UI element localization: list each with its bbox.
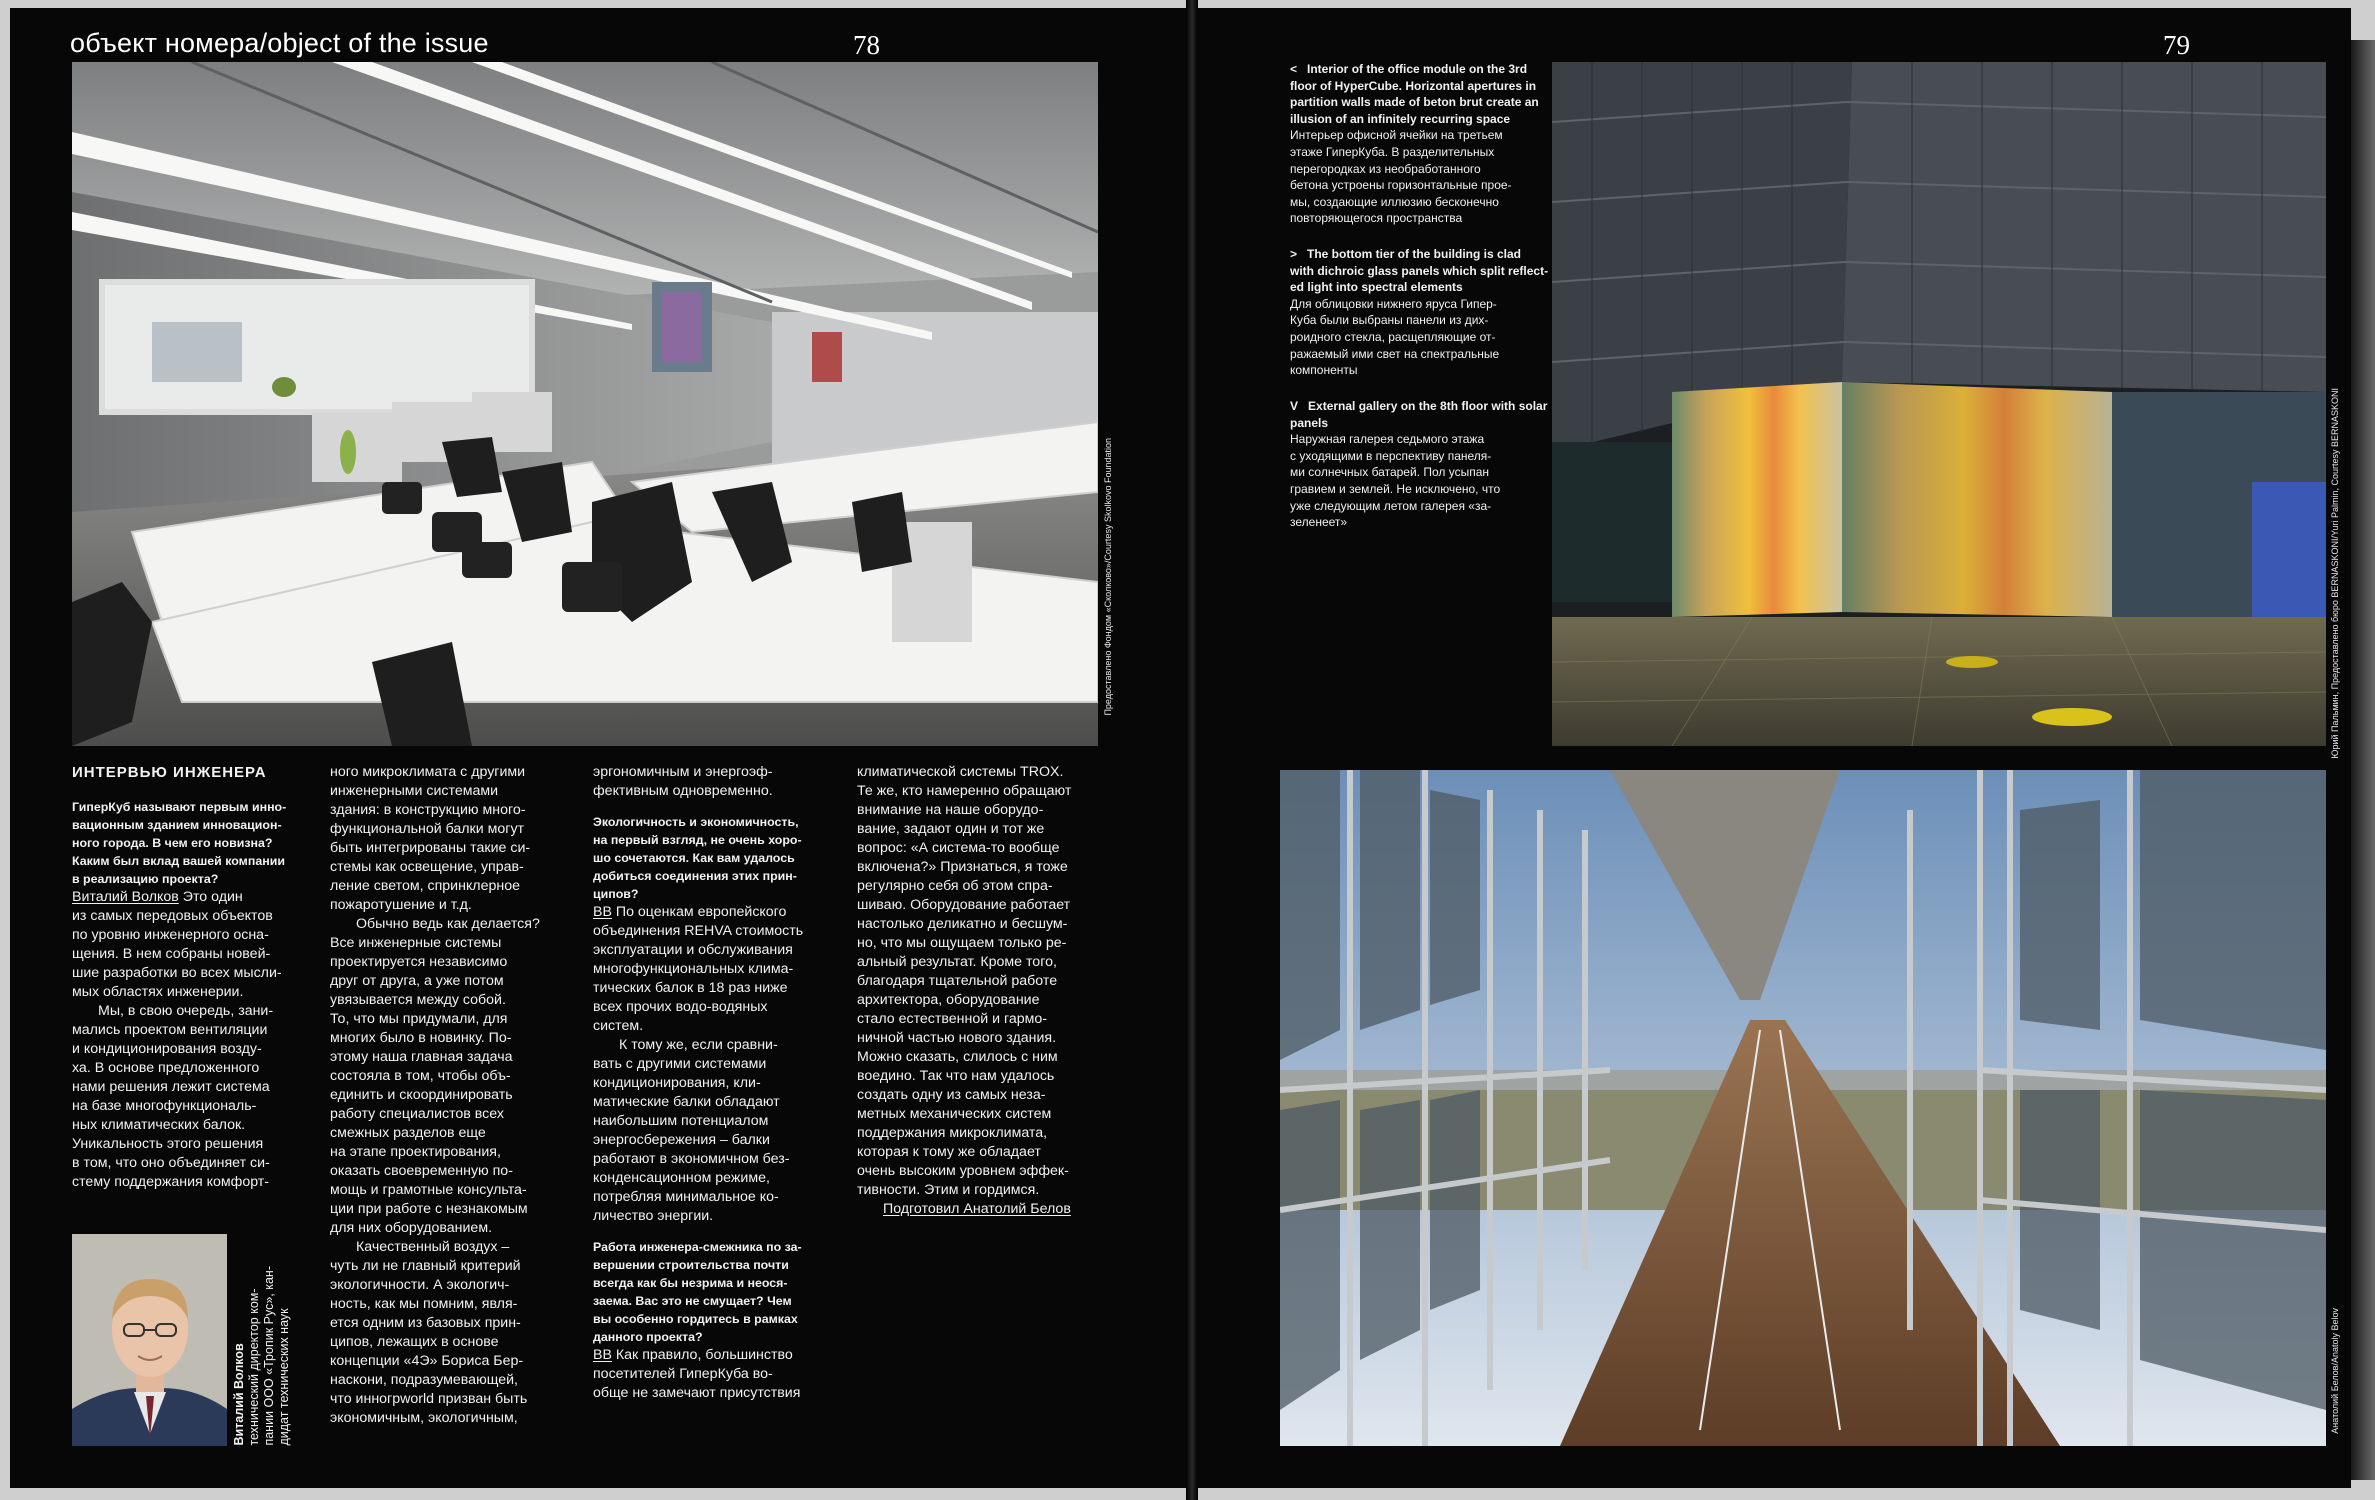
interview-column-2 <box>330 763 570 1428</box>
left-page <box>10 8 1188 1488</box>
question-line: всегда как бы незрима и неося- <box>593 1276 788 1290</box>
answer-line: То, что мы придумали, для <box>330 1011 508 1027</box>
answer-line: воедино. Так что нам удалось <box>857 1068 1055 1084</box>
answer-line: потребляя минимальное ко- <box>593 1189 779 1205</box>
answer-line: эргономичным и энергоэф- <box>593 764 773 780</box>
portrait-role-line: технический директор ком- <box>247 1288 261 1446</box>
question-line: вершении строительства почти <box>593 1258 789 1272</box>
caption-line: уже следующим летом галерея «за- <box>1290 498 1492 513</box>
answer-line: включена?» Признаться, я тоже <box>857 859 1068 875</box>
answer-line: посетителей ГиперКуба во- <box>593 1366 773 1382</box>
answer-line: чуть ли не главный критерий <box>330 1258 521 1274</box>
answer-line: систем. <box>593 1018 644 1034</box>
office-photo-credit: Предоставлено Фондом «Сколково»/Courtesy Skolkovo Foundation <box>1103 438 1113 716</box>
answer-line: очень высоким уровнем эффек- <box>857 1163 1069 1179</box>
answer-line: ных климатических балок. <box>72 1117 246 1133</box>
answer-line: стемы как освещение, управ- <box>330 859 524 875</box>
interview-column-4 <box>857 763 1107 1219</box>
caption-line: floor of HyperCube. Horizontal apertures in <box>1290 78 1537 93</box>
caption-2 <box>1290 246 1550 379</box>
question-line: Каким был вклад вашей компании <box>72 854 285 868</box>
answer-line: многих было в новинку. По- <box>330 1030 512 1046</box>
answer-line: ется одним из базовых прин- <box>330 1315 521 1331</box>
caption-arrow-down-icon: V <box>1290 399 1299 413</box>
caption-2-russian <box>1290 296 1550 379</box>
answer-line: ха. В основе предложенного <box>72 1060 260 1076</box>
answer-line: на базе многофункциональ- <box>72 1098 257 1114</box>
answer-line: на этапе проектирования, <box>330 1144 501 1160</box>
gallery-illustration <box>1280 770 2326 1446</box>
question-line: вационным зданием инновацион- <box>72 818 282 832</box>
question-line: в реализацию проекта? <box>72 872 219 886</box>
page-edge <box>2351 40 2375 1480</box>
question-line: вы особенно гордитесь в рамках <box>593 1312 798 1326</box>
answer-line: пожаротушение и т.д. <box>330 897 472 913</box>
answer-line: мались проектом вентиляции <box>72 1022 268 1038</box>
section-header: объект номера/object of the issue <box>70 28 489 58</box>
answer-line: экономичным, экологичным, <box>330 1410 518 1426</box>
answer-line: щения. В нем собраны новей- <box>72 946 271 962</box>
answer-line: архитектора, оборудование <box>857 992 1040 1008</box>
caption-line: illusion of an infinitely recurring space <box>1290 111 1511 126</box>
answer-line: из самых передовых объектов <box>72 908 273 924</box>
page-number-right: 79 <box>2163 30 2190 60</box>
answer-line: регулярно себя об этом спра- <box>857 878 1053 894</box>
answer-line: настолько деликатно и бесшум- <box>857 916 1068 932</box>
question-line: на первый взгляд, не очень хоро- <box>593 833 802 847</box>
caption-line: Для облицовки нижнего яруса Гипер- <box>1290 296 1497 311</box>
portrait-illustration <box>72 1234 227 1446</box>
caption-line: этаже ГиперКуба. В разделительных <box>1290 144 1495 159</box>
answer-text: По оценкам европейского <box>615 904 787 920</box>
caption-1-english <box>1290 61 1550 127</box>
answer-line: Можно сказать, слилось с ним <box>857 1049 1058 1065</box>
byline <box>857 1200 1107 1219</box>
answer-line: ного микроклимата с другими <box>330 764 526 780</box>
speaker-initials: ВВ <box>593 904 612 920</box>
answer-line: обще не замечают присутствия <box>593 1385 801 1401</box>
spacer <box>593 801 843 813</box>
caption-line: panels <box>1290 415 1329 430</box>
answer-line: конденсационном режиме, <box>593 1170 770 1186</box>
answer-line: ции при работе с незнакомым <box>330 1201 528 1217</box>
answer-line: метных механических систем <box>857 1106 1052 1122</box>
answer-line: Уникальность этого решения <box>72 1136 264 1152</box>
caption-line: перегородках из необработанного <box>1290 161 1481 176</box>
answer-line: функциональной балки могут <box>330 821 525 837</box>
question-line: ного города. В чем его новизна? <box>72 836 273 850</box>
caption-line: Интерьер офисной ячейки на третьем <box>1290 128 1503 143</box>
answer-line: работают в экономичном без- <box>593 1151 790 1167</box>
answer-line: шиваю. Оборудование работает <box>857 897 1071 913</box>
answer-line: К тому же, если сравни- <box>619 1037 778 1053</box>
answer-line: тических балок в 18 раз ниже <box>593 980 788 996</box>
answer-line: для них оборудованием. <box>330 1220 493 1236</box>
question-line: ГиперКуб называют первым инно- <box>72 800 287 814</box>
office-interior-illustration <box>72 62 1098 746</box>
answer-line: но, что мы ощущаем только ре- <box>857 935 1067 951</box>
caption-1 <box>1290 61 1550 227</box>
portrait-name: Виталий Волков <box>232 1343 246 1446</box>
portrait-caption-text <box>232 1266 292 1446</box>
answer-line: создать одну из самых неза- <box>857 1087 1046 1103</box>
right-page <box>1196 8 2351 1488</box>
answer-line: ничной частью нового здания. <box>857 1030 1057 1046</box>
answer-line: смежных разделов еще <box>330 1125 486 1141</box>
portrait-photo <box>72 1234 227 1446</box>
answer-line: здания: в конструкцию много- <box>330 802 526 818</box>
answer-line: быть интегрированы такие си- <box>330 840 531 856</box>
answer-line: кондиционирования, кли- <box>593 1075 761 1091</box>
caption-line: with dichroic glass panels which split reflect- <box>1290 263 1549 278</box>
facade-photo-credit: Юрий Пальмин, Предоставлено бюро BERNASKONI/Yuri Palmin, Courtesy BERNASKONI <box>2330 388 2340 759</box>
spacer <box>593 1226 843 1238</box>
answer-line: по уровню инженерного осна- <box>72 927 269 943</box>
answer-line: матические балки обладают <box>593 1094 780 1110</box>
answer-line: нами решения лежит система <box>72 1079 270 1095</box>
answer-text: Как правило, большинство <box>615 1347 793 1363</box>
answer-line: увязывается между собой. <box>330 992 506 1008</box>
caption-line: partition walls made of beton brut create an <box>1290 95 1539 110</box>
question-line: Экологичность и экономичность, <box>593 815 799 829</box>
answer-line: мых областях инженерии. <box>72 984 244 1000</box>
answer-line: мощь и грамотные консульта- <box>330 1182 527 1198</box>
answer-line: оказать своевременную по- <box>330 1163 513 1179</box>
answer-text: Это один <box>182 889 243 905</box>
answer-line <box>593 1346 843 1365</box>
caption-line: зеленеет» <box>1290 515 1348 530</box>
caption-arrow-right-icon: > <box>1290 247 1298 261</box>
caption-line: роидного стекла, расщепляющие от- <box>1290 329 1496 344</box>
answer-line: ность, как мы помним, явля- <box>330 1296 518 1312</box>
caption-arrow-left-icon: < <box>1290 62 1298 76</box>
answer-line: благодаря тщательной работе <box>857 973 1058 989</box>
answer-line: в том, что оно объединяет си- <box>72 1155 270 1171</box>
answer-line <box>72 888 307 907</box>
answer-line: вать с другими системами <box>593 1056 767 1072</box>
answer-line: работу специалистов всех <box>330 1106 504 1122</box>
answer-line: Качественный воздух – <box>356 1239 510 1255</box>
question-line: ципов? <box>593 887 639 901</box>
answer-line: фективным одновременно. <box>593 783 773 799</box>
answer-line: поддержания микроклимата, <box>857 1125 1048 1141</box>
answer-line: проектируется независимо <box>330 954 508 970</box>
answer-line: единить и скоординировать <box>330 1087 513 1103</box>
answer-line: Мы, в свою очередь, зани- <box>98 1003 274 1019</box>
caption-line: ражаемый ими свет на спектральные <box>1290 346 1500 361</box>
answer-line: тивности. Этим и гордимся. <box>857 1182 1040 1198</box>
caption-2-english <box>1290 246 1550 296</box>
answer-line: объединения REHVA стоимость <box>593 923 804 939</box>
caption-3-russian <box>1290 431 1550 531</box>
answer-line: эксплуатации и обслуживания <box>593 942 793 958</box>
answer-line: состояла в том, чтобы объ- <box>330 1068 511 1084</box>
answer-line: стему поддержания комфорт- <box>72 1174 270 1190</box>
facade-photo <box>1552 62 2326 746</box>
answer-line: климатической системы TROX. <box>857 764 1064 780</box>
portrait-caption <box>232 1234 302 1446</box>
answer-line: вание, задают один и тот же <box>857 821 1045 837</box>
gallery-photo <box>1280 770 2326 1446</box>
answer-line: концепции «4Э» Бориса Бер- <box>330 1353 524 1369</box>
caption-line: Наружная галерея седьмого этажа <box>1290 432 1485 447</box>
caption-3-english <box>1290 398 1550 431</box>
answer-line: ление светом, спринклерное <box>330 878 520 894</box>
speaker-initials: ВВ <box>593 1347 612 1363</box>
caption-line: компоненты <box>1290 363 1358 378</box>
answer-line: энергосбережения – балки <box>593 1132 770 1148</box>
answer-line: многофункциональных клима- <box>593 961 794 977</box>
caption-line: бетона устроены горизонтальные прое- <box>1290 178 1512 193</box>
portrait-role-line: дидат технических наук <box>277 1308 291 1446</box>
caption-line: The bottom tier of the building is clad <box>1307 247 1522 261</box>
answer-line: вопрос: «А система-то вообще <box>857 840 1060 856</box>
answer-line: которая к тому же обладает <box>857 1144 1041 1160</box>
page-number-left: 78 <box>853 30 880 60</box>
interview-heading: ИНТЕРВЬЮ ИНЖЕНЕРА <box>72 764 267 781</box>
question-line: добиться соединения этих прин- <box>593 869 797 883</box>
answer-line: внимание на наше оборудо- <box>857 802 1044 818</box>
caption-line: гравием и землей. Не исключено, что <box>1290 481 1501 496</box>
caption-line: мы, создающие иллюзию бесконечно <box>1290 194 1499 209</box>
answer-line: наскони, подразумевающей, <box>330 1372 518 1388</box>
caption-line: External gallery on the 8th floor with solar <box>1308 399 1548 413</box>
answer-line: Те же, кто намеренно обращают <box>857 783 1072 799</box>
byline-text: Подготовил Анатолий Белов <box>883 1201 1071 1217</box>
office-interior-photo <box>72 62 1098 746</box>
question-line: шо сочетаются. Как вам удалось <box>593 851 795 865</box>
answer-line: экологичности. А экологич- <box>330 1277 510 1293</box>
answer-line <box>593 903 843 922</box>
question-line: данного проекта? <box>593 1330 703 1344</box>
interview-column-3 <box>593 763 843 1403</box>
caption-line: повторяющегося пространства <box>1290 211 1463 226</box>
answer-line: ципов, лежащих в основе <box>330 1334 499 1350</box>
answer-line: личество энергии. <box>593 1208 714 1224</box>
answer-line: этому наша главная задача <box>330 1049 513 1065</box>
caption-line: Interior of the office module on the 3rd <box>1307 62 1528 76</box>
question-line: Работа инженера-смежника по за- <box>593 1240 802 1254</box>
answer-line: шие разработки во всех мысли- <box>72 965 282 981</box>
caption-1-russian <box>1290 127 1550 227</box>
answer-line: что инногрworld призван быть <box>330 1391 528 1407</box>
answer-line: наибольшим потенциалом <box>593 1113 769 1129</box>
answer-line: стало естественной и гармо- <box>857 1011 1047 1027</box>
answer-line: друг от друга, а уже потом <box>330 973 504 989</box>
answer-line: Обычно ведь как делается? <box>356 916 540 932</box>
gallery-photo-credit: Анатолий Белов/Anatoly Belov <box>2330 1308 2340 1434</box>
caption-line: с уходящими в перспективу панеля- <box>1290 448 1492 463</box>
caption-line: Куба были выбраны панели из дих- <box>1290 313 1489 328</box>
speaker-name: Виталий Волков <box>72 889 179 905</box>
answer-line: альный результат. Кроме того, <box>857 954 1057 970</box>
caption-line: ми солнечных батарей. Пол усыпан <box>1290 465 1489 480</box>
caption-3 <box>1290 398 1550 531</box>
answer-line: всех прочих водо-водяных <box>593 999 768 1015</box>
answer-line: и кондиционирования возду- <box>72 1041 262 1057</box>
answer-line: инженерными системами <box>330 783 499 799</box>
caption-line: ed light into spectral elements <box>1290 280 1463 295</box>
answer-line: Все инженерные системы <box>330 935 502 951</box>
question-line: заема. Вас это не смущает? Чем <box>593 1294 792 1308</box>
interview-column-1 <box>72 763 307 1192</box>
facade-illustration <box>1552 62 2326 746</box>
portrait-role-line: пании ООО «Тропик Рус», кан- <box>262 1266 276 1446</box>
